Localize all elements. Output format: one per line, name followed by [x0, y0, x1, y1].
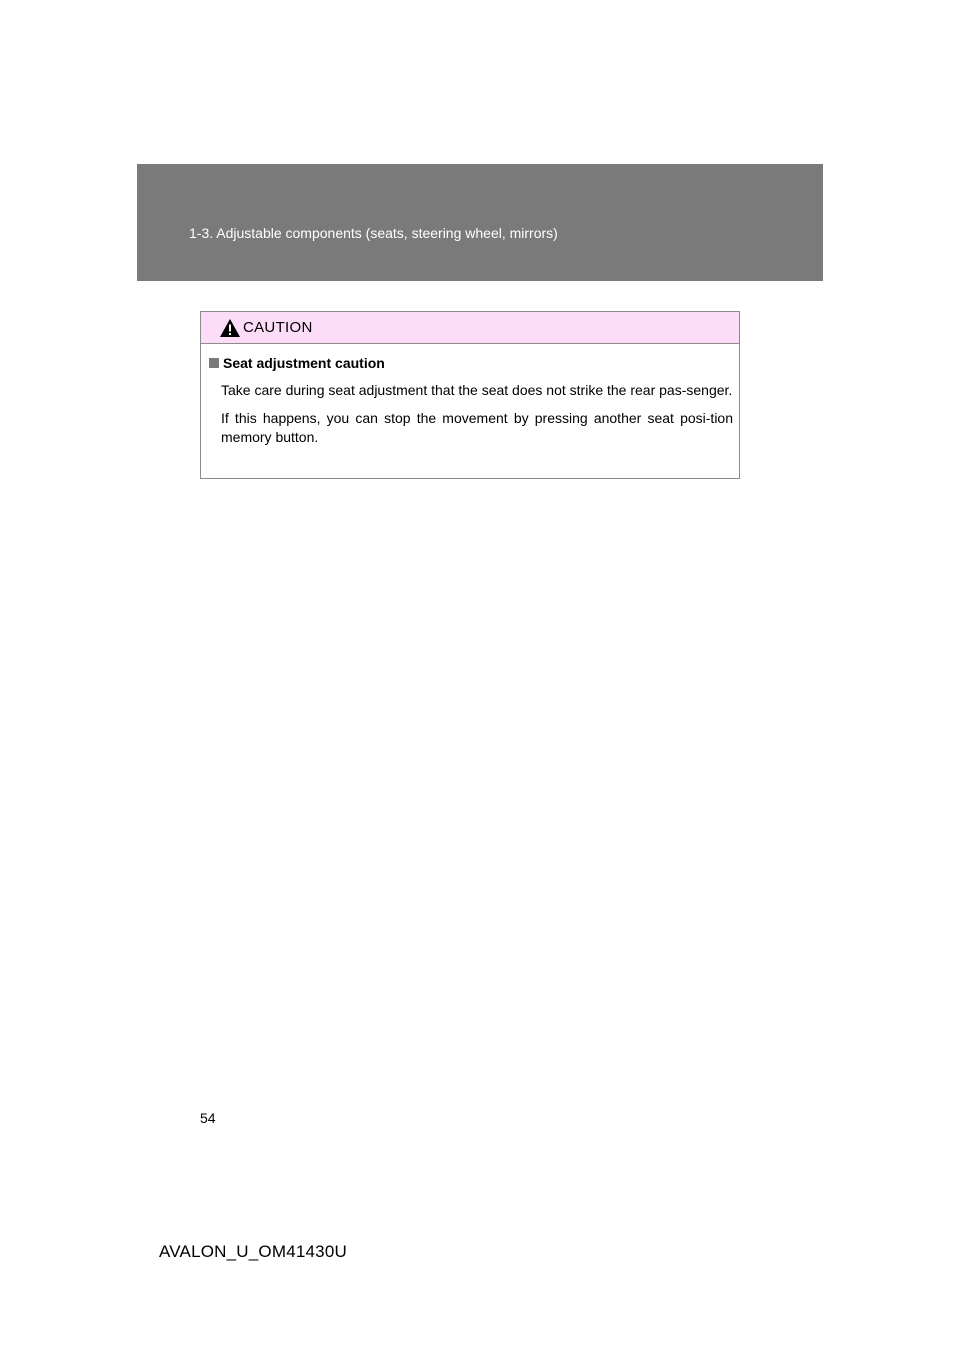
square-bullet-icon — [209, 358, 219, 368]
caution-heading — [209, 354, 733, 372]
caution-paragraph: Take care during seat adjustment that the seat does not strike the rear pas-senger. — [221, 382, 733, 398]
caution-box — [200, 311, 740, 479]
section-title: 1-3. Adjustable components (seats, steering wheel, mirrors) — [189, 225, 558, 241]
warning-triangle-icon — [219, 318, 241, 338]
caution-body — [209, 354, 733, 447]
caution-heading-text: Seat adjustment caution — [223, 355, 385, 371]
document-code: AVALON_U_OM41430U — [159, 1242, 347, 1261]
caution-title: CAUTION — [243, 319, 313, 336]
caution-paragraph: If this happens, you can stop the movement by pressing another seat posi-tion memory button. — [221, 410, 733, 445]
section-header-band — [137, 164, 823, 281]
caution-header — [201, 312, 739, 344]
page-number: 54 — [200, 1110, 216, 1126]
